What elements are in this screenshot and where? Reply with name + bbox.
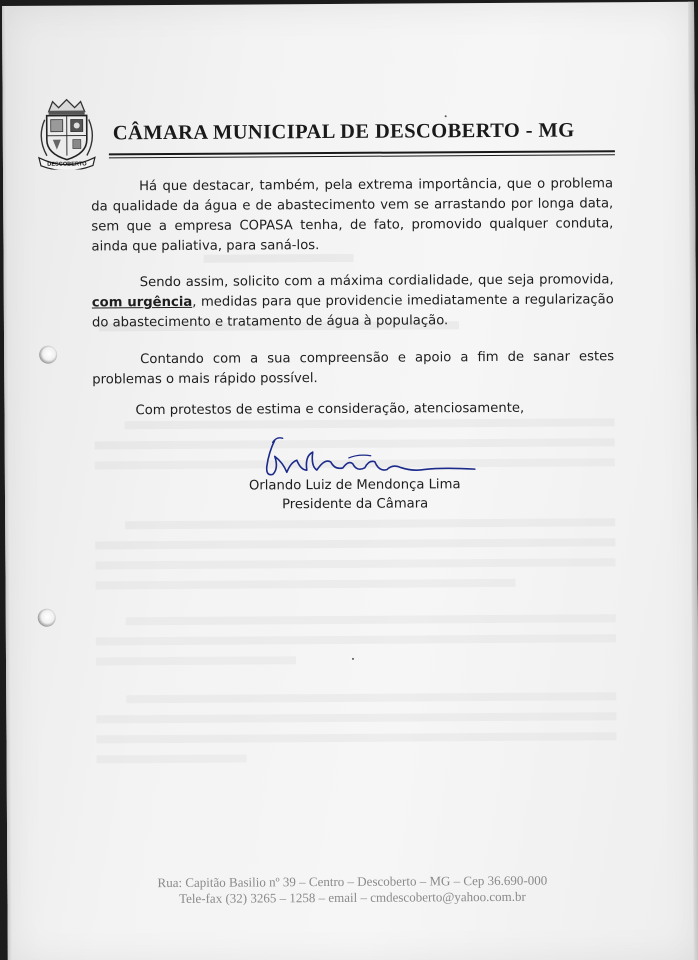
svg-text:DESCOBERTO: DESCOBERTO — [47, 161, 87, 168]
bleed-through-line — [96, 732, 616, 743]
letterhead-footer — [107, 872, 597, 907]
body-paragraph-3 — [92, 347, 614, 390]
bleed-through-line — [95, 558, 615, 569]
bleed-through-line — [96, 712, 616, 723]
bleed-through-line — [125, 518, 615, 529]
footer-contact: Tele-fax (32) 3265 – 1258 – email – cmdescoberto@yahoo.com.br — [179, 888, 526, 906]
bleed-through-line — [96, 656, 296, 665]
punch-hole-lower — [38, 609, 56, 627]
paragraph-3-text: Contando com a sua compreensão e apoio a fim de sanar estes problemas o mais rápido possível. — [92, 349, 615, 388]
bleed-through-line — [125, 418, 615, 429]
signatory-name: Orlando Luiz de Mendonça Lima — [248, 477, 461, 494]
body-paragraph-2 — [92, 270, 614, 333]
bleed-through-line — [96, 579, 516, 590]
bleed-through-line — [95, 538, 615, 549]
punch-hole-upper — [39, 346, 57, 364]
body-paragraph-1 — [91, 174, 613, 257]
bleed-through-line — [126, 692, 616, 703]
institution-title: CÂMARA MUNICIPAL DE DESCOBERTO - MG — [112, 119, 575, 145]
signatory-role: Presidente da Câmara — [282, 496, 429, 513]
paper-edge-left — [2, 6, 12, 960]
paragraph-2-text-end: , medidas para que providencie imediatamente a regularização do abastecimento e tratamento de água à população. — [91, 292, 614, 331]
municipal-crest-icon — [35, 97, 99, 169]
bleed-through-line — [96, 634, 616, 645]
document-page — [2, 2, 698, 960]
paper-edge-right — [688, 2, 698, 960]
paragraph-1-text: Há que destacar, também, pela extrema importância, que o problema da qualidade da água e de abastecimento vem se arrastando por longa data, sem que a empresa COPASA tenha, de fato, promovido qualquer conduta, ainda que paliativa, para saná-los. — [91, 176, 614, 255]
urgency-emphasis: com urgência — [91, 294, 193, 311]
footer-address: Rua: Capitão Basilio nº 39 – Centro – Descoberto – MG – Cep 36.690-000 — [157, 872, 548, 891]
bleed-through-line — [97, 755, 247, 764]
closing-salutation: Com protestos de estima e consideração, atenciosamente, — [135, 400, 525, 419]
bleed-through-line — [126, 614, 616, 625]
letterhead — [35, 94, 615, 172]
paragraph-2-text-start: Sendo assim, solicito com a máxima cordialidade, que seja promovida, — [139, 272, 614, 291]
dust-speck — [352, 658, 354, 660]
